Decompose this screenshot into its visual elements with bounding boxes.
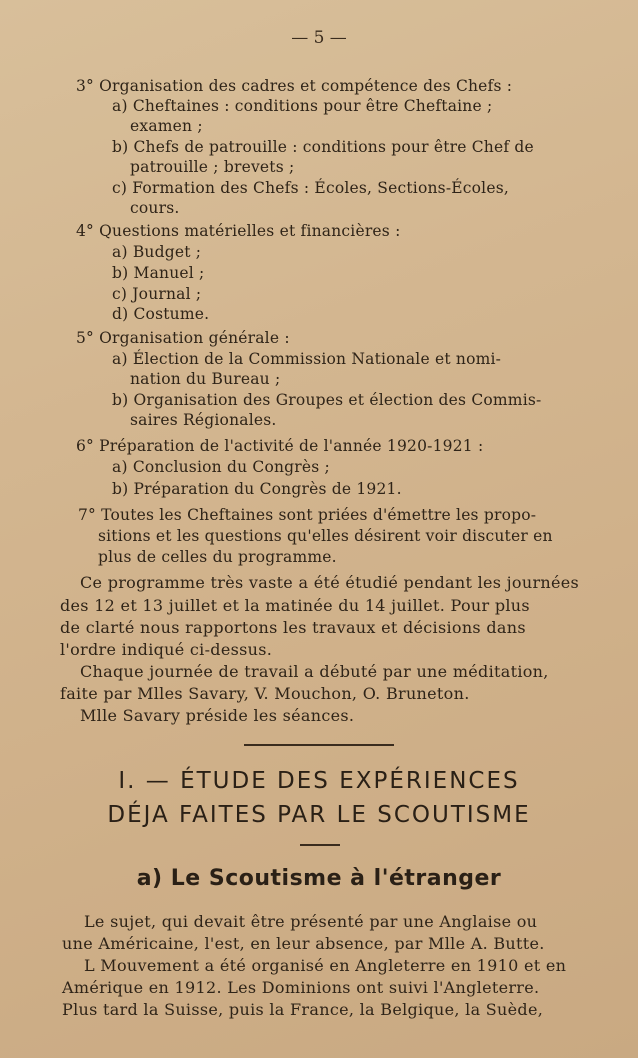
program-item-6: 6° Préparation de l'activité de l'année 1920-1921 : <box>76 437 484 455</box>
narrative-line: faite par Mlles Savary, V. Mouchon, O. Bruneton. <box>60 684 470 703</box>
narrative-line: Mlle Savary préside les séances. <box>80 706 355 725</box>
section-heading-line2: DÉJA FAITES PAR LE SCOUTISME <box>107 802 531 828</box>
narrative-line: des 12 et 13 juillet et la matinée du 14 juillet. Pour plus <box>60 596 530 615</box>
program-subitem: d) Costume. <box>112 305 210 323</box>
program-item-7: 7° Toutes les Cheftaines sont priées d'émettre les propo- <box>78 506 537 524</box>
program-item-7-cont: sitions et les questions qu'elles désirent voir discuter en <box>98 527 553 545</box>
subsection-heading: a) Le Scoutisme à l'étranger <box>136 866 502 891</box>
section-heading-line1: I. — ÉTUDE DES EXPÉRIENCES <box>118 768 520 794</box>
body-line: Plus tard la Suisse, puis la France, la Belgique, la Suède, <box>62 1000 544 1019</box>
program-subitem: b) Préparation du Congrès de 1921. <box>112 480 402 498</box>
heading-divider <box>300 844 340 846</box>
program-subitem: a) Conclusion du Congrès ; <box>112 458 330 476</box>
body-line: L Mouvement a été organisé en Angleterre en 1910 et en <box>84 956 567 975</box>
body-line: Amérique en 1912. Les Dominions ont suivi l'Angleterre. <box>62 978 540 997</box>
program-subitem: b) Chefs de patrouille : conditions pour être Chef de <box>112 138 534 156</box>
program-subitem: b) Organisation des Groupes et élection des Commis- <box>112 391 542 409</box>
program-item-7-cont: plus de celles du programme. <box>98 548 337 566</box>
program-subitem-cont: nation du Bureau ; <box>130 370 281 388</box>
program-subitem: a) Cheftaines : conditions pour être Cheftaine ; <box>112 97 493 115</box>
narrative-line: Chaque journée de travail a débuté par une méditation, <box>80 662 549 681</box>
program-item-3: 3° Organisation des cadres et compétence des Chefs : <box>76 77 513 95</box>
program-subitem: b) Manuel ; <box>112 264 205 282</box>
program-subitem: c) Formation des Chefs : Écoles, Sections-Écoles, <box>112 179 509 197</box>
narrative-line: de clarté nous rapportons les travaux et décisions dans <box>60 618 526 637</box>
program-item-5: 5° Organisation générale : <box>76 329 290 347</box>
program-subitem-cont: patrouille ; brevets ; <box>130 158 295 176</box>
body-line: Le sujet, qui devait être présenté par une Anglaise ou <box>84 912 538 931</box>
section-divider <box>244 744 394 746</box>
program-subitem: a) Élection de la Commission Nationale et nomi- <box>112 350 502 368</box>
program-item-4: 4° Questions matérielles et financières : <box>76 222 401 240</box>
page-number: — 5 — <box>291 28 347 48</box>
program-subitem-cont: examen ; <box>130 117 203 135</box>
body-line: une Américaine, l'est, en leur absence, par Mlle A. Butte. <box>62 934 545 953</box>
narrative-line: Ce programme très vaste a été étudié pendant les journées <box>80 573 580 592</box>
program-subitem: a) Budget ; <box>112 243 202 261</box>
program-subitem-cont: cours. <box>130 199 180 217</box>
narrative-line: l'ordre indiqué ci-dessus. <box>60 640 273 659</box>
program-subitem-cont: saires Régionales. <box>130 411 277 429</box>
program-subitem: c) Journal ; <box>112 285 202 303</box>
